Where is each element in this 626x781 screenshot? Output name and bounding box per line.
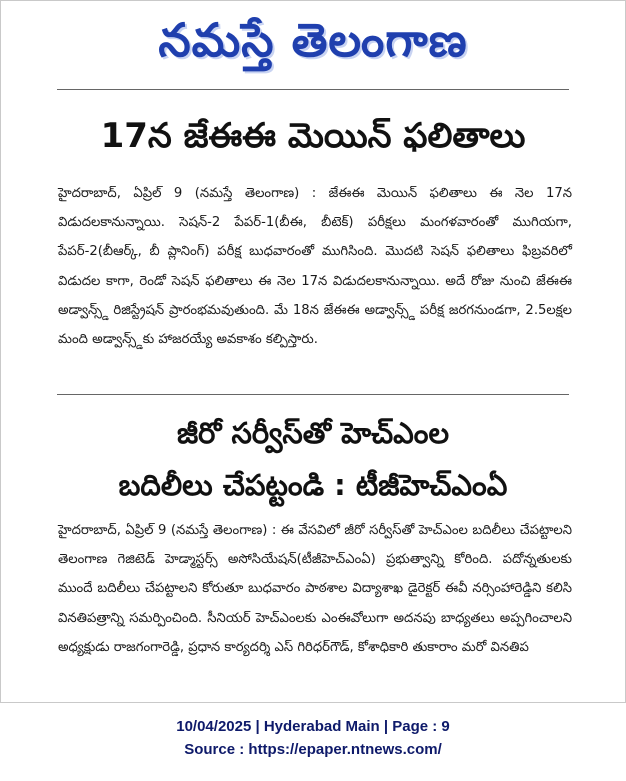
article2-headline-line1: జీరో సర్వీస్‌తో హెచ్ఎంల bbox=[176, 416, 450, 450]
newspaper-masthead: నమస్తే తెలంగాణ bbox=[158, 13, 468, 67]
article-divider bbox=[57, 394, 569, 395]
footer-source: Source : https://epaper.ntnews.com/ bbox=[184, 741, 442, 758]
footer-edition-info: 10/04/2025 | Hyderabad Main | Page : 9 bbox=[176, 718, 450, 735]
masthead-divider bbox=[57, 89, 569, 90]
article1-body: హైదరాబాద్, ఏప్రిల్ 9 (నమస్తే తెలంగాణ) : జేఈఈ మెయిన్ ఫలితాలు ఈ నెల 17న విడుదలకానున్నాయి. సెషన్-2 పేపర్-1(బీఈ, బీటెక్) పరీక్షలు మంగళవారంతో ముగియగా, పేపర్-2(బీఆర్క్, బీ ప్లానింగ్) పరీక్ష బుధవారంతో ముగిసింది. మొదటి సెషన్ ఫలితాలు ఫిబ్రవరిలో విడుదల కాగా, రెండో సెషన్ ఫలితాలు ఈ నెల 17న విడుదలకానున్నాయి. అదే రోజు నుంచి జేఈఈ అడ్వాన్స్డ్ రిజిస్ట్రేషన్ ప్రారంభమవుతుంది. మే 18న జేఈఈ అడ్వాన్స్డ్ పరీక్ష జరగనుండగా, 2.5లక్షల మంది అడ్వాన్స్డ్‌కు హాజరయ్యే అవకాశం కల్పిస్తారు. bbox=[58, 186, 572, 348]
article1-headline: 17న జేఈఈ మెయిన్ ఫలితాలు bbox=[100, 116, 526, 156]
article2-body: హైదరాబాద్, ఏప్రిల్ 9 (నమస్తే తెలంగాణ) : ఈ వేసవిలో జీరో సర్వీస్‌తో హెచ్ఎంల బదిలీలు చేపట్టాలని తెలంగాణ గెజిటెడ్ హెడ్మాస్టర్స్ అసోసియేషన్(టీజీహెచ్ఎంఏ) ప్రభుత్వాన్ని కోరింది. పదోన్నతులకు ముందే బదిలీలు చేపట్టాలని కోరుతూ బుధవారం పాఠశాల విద్యాశాఖ డైరెక్టర్ ఈవీ నర్సింహారెడ్డిని కలిసి వినతిపత్రాన్ని సమర్పించింది. సీనియర్ హెచ్ఎంలకు ఎంఈవోలుగా అదనపు బాధ్యతలు అప్పగించాలని అధ్యక్షుడు రాజగంగారెడ్డి, ప్రధాన కార్యదర్శి ఎస్ గిరిధర్‌గౌడ్, కోశాధికారి తుకారాం మరో వినతిప bbox=[58, 523, 572, 655]
article2-headline-line2: బదిలీలు చేపట్టండి : టీజీహెచ్ఎంఏ bbox=[118, 468, 508, 502]
